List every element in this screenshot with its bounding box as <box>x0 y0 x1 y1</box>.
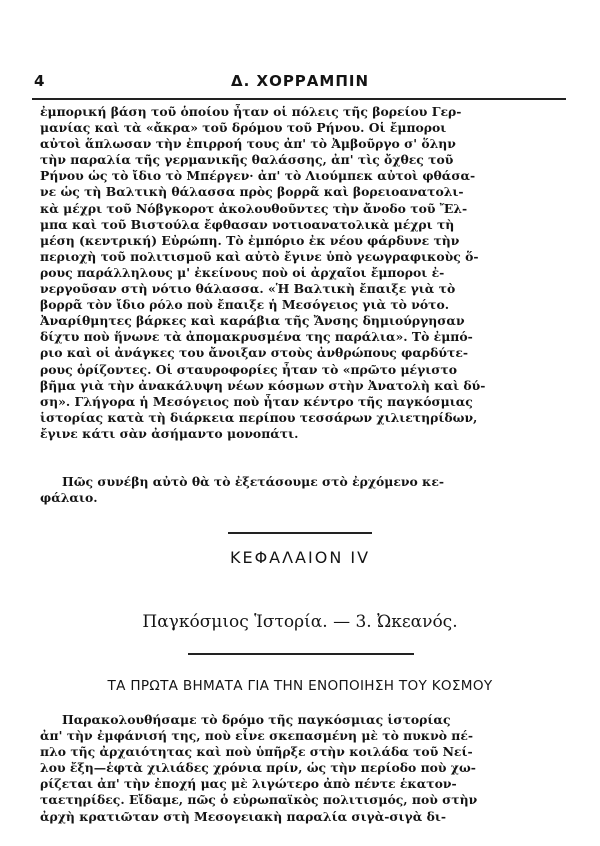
text-line: Πῶς συνέβη αὐτὸ θὰ τὸ ἐξετάσουμε στὸ ἐρχόμενο κε- <box>62 474 445 489</box>
paragraph-2 <box>40 474 566 506</box>
text-line: ση». Γλήγορα ἡ Μεσόγειος ποὺ ἦταν κέντρο τῆς παγκόσμιας <box>40 393 473 409</box>
text-line: ἱστορίας κατὰ τὴ διάρκεια περίπου τεσσάρων χιλιετηρίδων, <box>40 409 478 425</box>
text-line: ρους ὁρίζοντες. Οἱ σταυροφορίες ἦταν τὸ «πρῶτο μέγιστο <box>40 361 458 377</box>
chapter-heading: ΚΕΦΑΛΑΙΟΝ ΙV <box>229 548 371 567</box>
section-title: Παγκόσμιος Ἱστορία. — 3. Ὠκεανός. <box>142 612 458 632</box>
text-line: ἐμπορική βάση τοῦ ὁποίου ἦταν οἱ πόλεις τῆς βορείου Γερ- <box>40 104 462 119</box>
text-line: ρους παράλληλους μ' ἐκείνους ποὺ οἱ ἀρχαῖοι ἔμποροι ἐ- <box>40 264 445 280</box>
text-line: Ἀναρίθμητες βάρκες καὶ καράβια τῆς Ἄνσης δημιούργησαν <box>40 313 465 329</box>
header-rule <box>32 98 566 100</box>
text-line: ριο καὶ οἱ ἀνάγκες του ἄνοιξαν στοὺς ἀνθρώπους φαρδύτε- <box>40 345 469 361</box>
text-line: περιοχὴ τοῦ πολιτισμοῦ καὶ αὐτὸ ἔγινε ὑπὸ γεωγραφικοὺς ὅ- <box>40 248 479 264</box>
text-line: πλο τῆς ἀρχαιότητας καὶ ποὺ ὑπῆρξε στὴν κοιλάδα τοῦ Νεί- <box>40 744 473 760</box>
running-title: Δ. ΧΟΡΡΑΜΠΙΝ <box>230 72 370 90</box>
text-line: μανίας καὶ τὰ «ἄκρα» τοῦ δρόμου τοῦ Ρήνου. Οἱ ἔμποροι <box>40 120 447 136</box>
text-line: Ρήνου ὡς τὸ ἴδιο τὸ Μπέργεν· ἀπ' τὸ Λιούμπεκ αὐτοὶ φθάσα- <box>40 168 476 184</box>
text-line: λου ἔξη—ἑφτὰ χιλιάδες χρόνια πρίν, ὡς τὴν περίοδο ποὺ χω- <box>40 760 476 776</box>
text-line: ἔγινε κάτι σὰν ἀσήμαντο μονοπάτι. <box>40 425 299 441</box>
text-line: μπα καὶ τοῦ Βιστούλα ἔφθασαν νοτιοανατολικὰ μέχρι τὴ <box>40 216 455 232</box>
chapter-subtitle: ΤΑ ΠΡΩΤΑ ΒΗΜΑΤΑ ΓΙΑ ΤΗΝ ΕΝΟΠΟΙΗΣΗ ΤΟΥ ΚΟΣΜΟΥ <box>107 678 493 694</box>
paragraph-1 <box>40 104 566 442</box>
text-line: δίχτυ ποὺ ἥνωνε τὰ ἀπομακρυσμένα της παράλια». Τὸ ἐμπό- <box>40 329 473 345</box>
text-line: φάλαιο. <box>40 490 98 506</box>
text-line: ταετηρίδες. Εἴδαμε, πῶς ὁ εὐρωπαϊκὸς πολιτισμός, ποὺ στὴν <box>40 792 478 808</box>
text-line: τὴν παραλία τῆς γερμανικῆς θαλάσσης, ἀπ' τὶς ὄχθες τοῦ <box>40 152 454 168</box>
text-line: βῆμα γιὰ τὴν ἀνακάλυψη νέων κόσμων στὴν Ἀνατολὴ καὶ δύ- <box>40 377 486 393</box>
text-line: κὰ μέχρι τοῦ Νόβγκοροτ ἀκολουθοῦντες τὴν ἄνοδο τοῦ Ἔλ- <box>40 200 468 216</box>
text-line: νε ὡς τὴ Βαλτικὴ θάλασσα πρὸς βορρᾶ καὶ βορειοανατολι- <box>40 184 464 200</box>
paragraph-3 <box>40 712 566 825</box>
text-line: αὐτοὶ ἅπλωσαν τὴν ἐπιρροή τους ἀπ' τὸ Ἀμβοῦργο σ' ὅλην <box>40 136 456 152</box>
page-number: 4 <box>34 72 45 90</box>
text-line: ρίζεται ἀπ' τὴν ἐποχή μας μὲ λιγώτερο ἀπὸ πέντε ἑκατον- <box>40 776 457 792</box>
page-header <box>34 72 566 96</box>
text-line: ἀρχὴ κρατιῶταν στὴ Μεσογειακὴ παραλία σιγὰ-σιγὰ δι- <box>40 808 446 824</box>
text-line: Παρακολουθήσαμε τὸ δρόμο τῆς παγκόσμιας ἱστορίας <box>62 712 451 727</box>
title-underline <box>188 653 414 655</box>
section-divider <box>228 532 372 534</box>
text-line: μέση (κεντρική) Εὐρώπη. Τὸ ἐμπόριο ἐκ νέου φάρδυνε τὴν <box>40 232 460 248</box>
text-line: νεργοῦσαν στὴ νότιο θάλασσα. «Ἡ Βαλτικὴ ἔπαιξε γιὰ τὸ <box>40 281 456 297</box>
text-line: ἀπ' τὴν ἐμφάνισή της, ποὺ εἶνε σκεπασμένη μὲ τὸ πυκνὸ πέ- <box>40 728 474 744</box>
text-line: βορρᾶ τὸν ἴδιο ρόλο ποὺ ἔπαιξε ἡ Μεσόγειος γιὰ τὸ νότο. <box>40 297 450 313</box>
